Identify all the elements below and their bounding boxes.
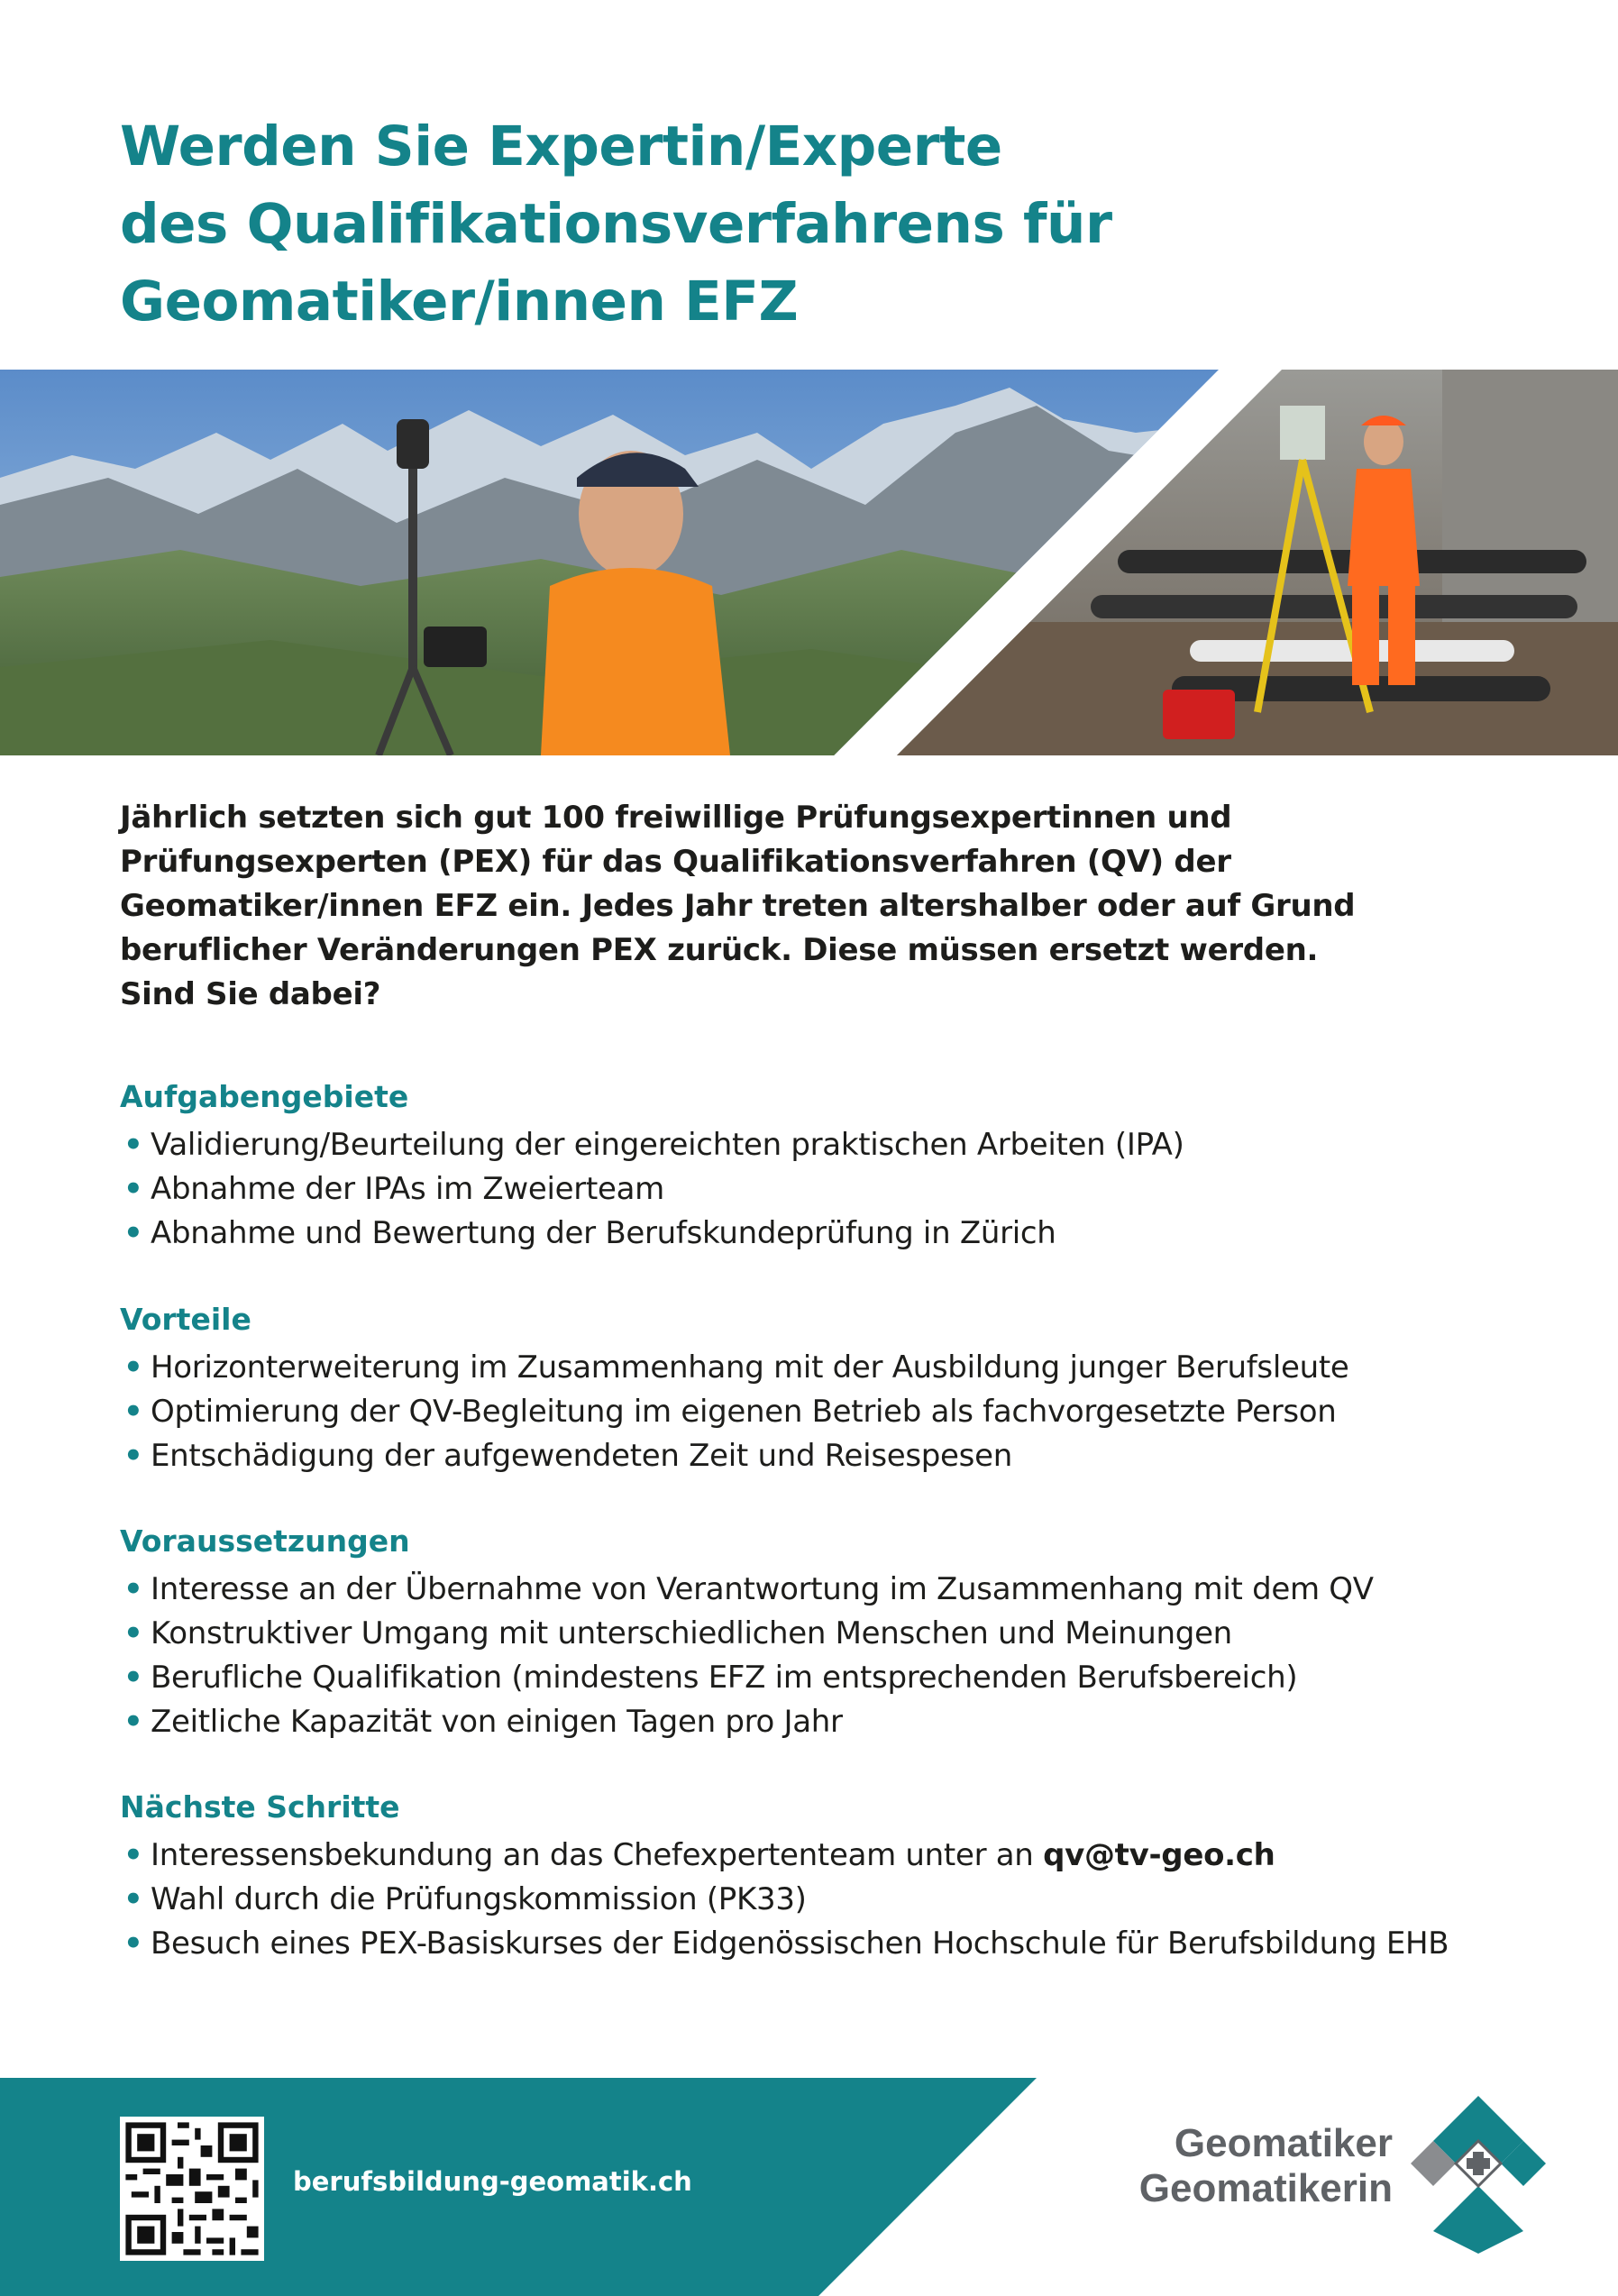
- bullet: •: [123, 1127, 143, 1163]
- bullet: •: [123, 1615, 143, 1651]
- title-line: Werden Sie Expertin/Experte: [120, 114, 1002, 178]
- bullet: •: [123, 1837, 143, 1873]
- list-item: [120, 1167, 1562, 1212]
- list-item-text: Abnahme der IPAs im Zweierteam: [151, 1171, 664, 1207]
- list-item-text: Wahl durch die Prüfungskommission (PK33): [151, 1881, 807, 1917]
- list-item-text: Besuch eines PEX-Basiskurses der Eidgenössischen Hochschule für Berufsbildung EHB: [151, 1926, 1449, 1962]
- list-item-text: Interessensbekundung an das Chefexpertenteam unter an: [151, 1837, 1044, 1873]
- list-item-text: Horizonterweiterung im Zusammenhang mit der Ausbildung junger Berufsleute: [151, 1349, 1349, 1386]
- list-item-text: Berufliche Qualifikation (mindestens EFZ im entsprechenden Berufsbereich): [151, 1660, 1298, 1696]
- section-heading: Vorteile: [120, 1302, 251, 1337]
- list-item: [120, 1656, 1562, 1700]
- page-title: [120, 108, 1526, 341]
- title-line: Geomatiker/innen EFZ: [120, 270, 799, 334]
- list-item: [120, 1612, 1562, 1656]
- bullet: •: [123, 1881, 143, 1917]
- bullet-list: [120, 1834, 1562, 1966]
- list-item: [120, 1700, 1562, 1744]
- list-item: [120, 1878, 1562, 1922]
- logo-line-2: Geomatikerin: [1138, 2166, 1393, 2210]
- section-voraussetzungen: [120, 1523, 1562, 1744]
- bullet: •: [123, 1571, 143, 1607]
- title-line: des Qualifikationsverfahrens für: [120, 192, 1112, 256]
- photo-band: [0, 370, 1618, 755]
- geomatiker-logo: [1118, 2087, 1550, 2258]
- section-heading: Voraussetzungen: [120, 1523, 410, 1559]
- section-heading: Nächste Schritte: [120, 1789, 400, 1825]
- bullet: •: [123, 1394, 143, 1430]
- bullet: •: [123, 1926, 143, 1962]
- section-naechste-schritte: [120, 1788, 1562, 1966]
- intro-line: Sind Sie dabei?: [120, 976, 381, 1012]
- list-item-text: Zeitliche Kapazität von einigen Tagen pro Jahr: [151, 1704, 843, 1740]
- list-item-text: Entschädigung der aufgewendeten Zeit und Reisespesen: [151, 1438, 1012, 1474]
- qr-code[interactable]: [120, 2117, 264, 2261]
- bullet-list: [120, 1123, 1562, 1256]
- list-item: [120, 1922, 1562, 1966]
- list-item: [120, 1123, 1562, 1167]
- list-item: [120, 1346, 1562, 1390]
- intro-line: Prüfungsexperten (PEX) für das Qualifikationsverfahren (QV) der: [120, 844, 1231, 880]
- website-link[interactable]: berufsbildung-geomatik.ch: [293, 2166, 692, 2197]
- logo-line-1: Geomatiker: [1174, 2121, 1393, 2165]
- section-heading: Aufgabengebiete: [120, 1079, 409, 1114]
- intro-line: beruflicher Veränderungen PEX zurück. Diese müssen ersetzt werden.: [120, 932, 1319, 968]
- list-item: [120, 1212, 1562, 1256]
- list-item: [120, 1434, 1562, 1478]
- list-item-text: Validierung/Beurteilung der eingereichten praktischen Arbeiten (IPA): [151, 1127, 1184, 1163]
- section-aufgabengebiete: [120, 1078, 1562, 1256]
- list-item: [120, 1568, 1562, 1612]
- email-link[interactable]: qv@tv-geo.ch: [1043, 1837, 1275, 1873]
- list-item-text: Optimierung der QV-Begleitung im eigenen Betrieb als fachvorgesetzte Person: [151, 1394, 1337, 1430]
- list-item: [120, 1390, 1562, 1434]
- intro-text: [120, 796, 1526, 1017]
- logo-diamond-icon: [1379, 2087, 1550, 2258]
- list-item-text: Interesse an der Übernahme von Verantwortung im Zusammenhang mit dem QV: [151, 1571, 1374, 1607]
- bullet: •: [123, 1438, 143, 1474]
- bullet: •: [123, 1349, 143, 1386]
- bullet: •: [123, 1660, 143, 1696]
- section-vorteile: [120, 1301, 1562, 1478]
- bullet-list: [120, 1568, 1562, 1744]
- list-item-text: Abnahme und Bewertung der Berufskundeprüfung in Zürich: [151, 1215, 1056, 1251]
- list-item-text: Konstruktiver Umgang mit unterschiedlichen Menschen und Meinungen: [151, 1615, 1232, 1651]
- list-item: [120, 1834, 1562, 1878]
- intro-line: Geomatiker/innen EFZ ein. Jedes Jahr treten altershalber oder auf Grund: [120, 888, 1356, 924]
- bullet: •: [123, 1704, 143, 1740]
- bullet: •: [123, 1215, 143, 1251]
- intro-line: Jährlich setzten sich gut 100 freiwillige Prüfungsexpertinnen und: [120, 800, 1232, 836]
- bullet-list: [120, 1346, 1562, 1478]
- bullet: •: [123, 1171, 143, 1207]
